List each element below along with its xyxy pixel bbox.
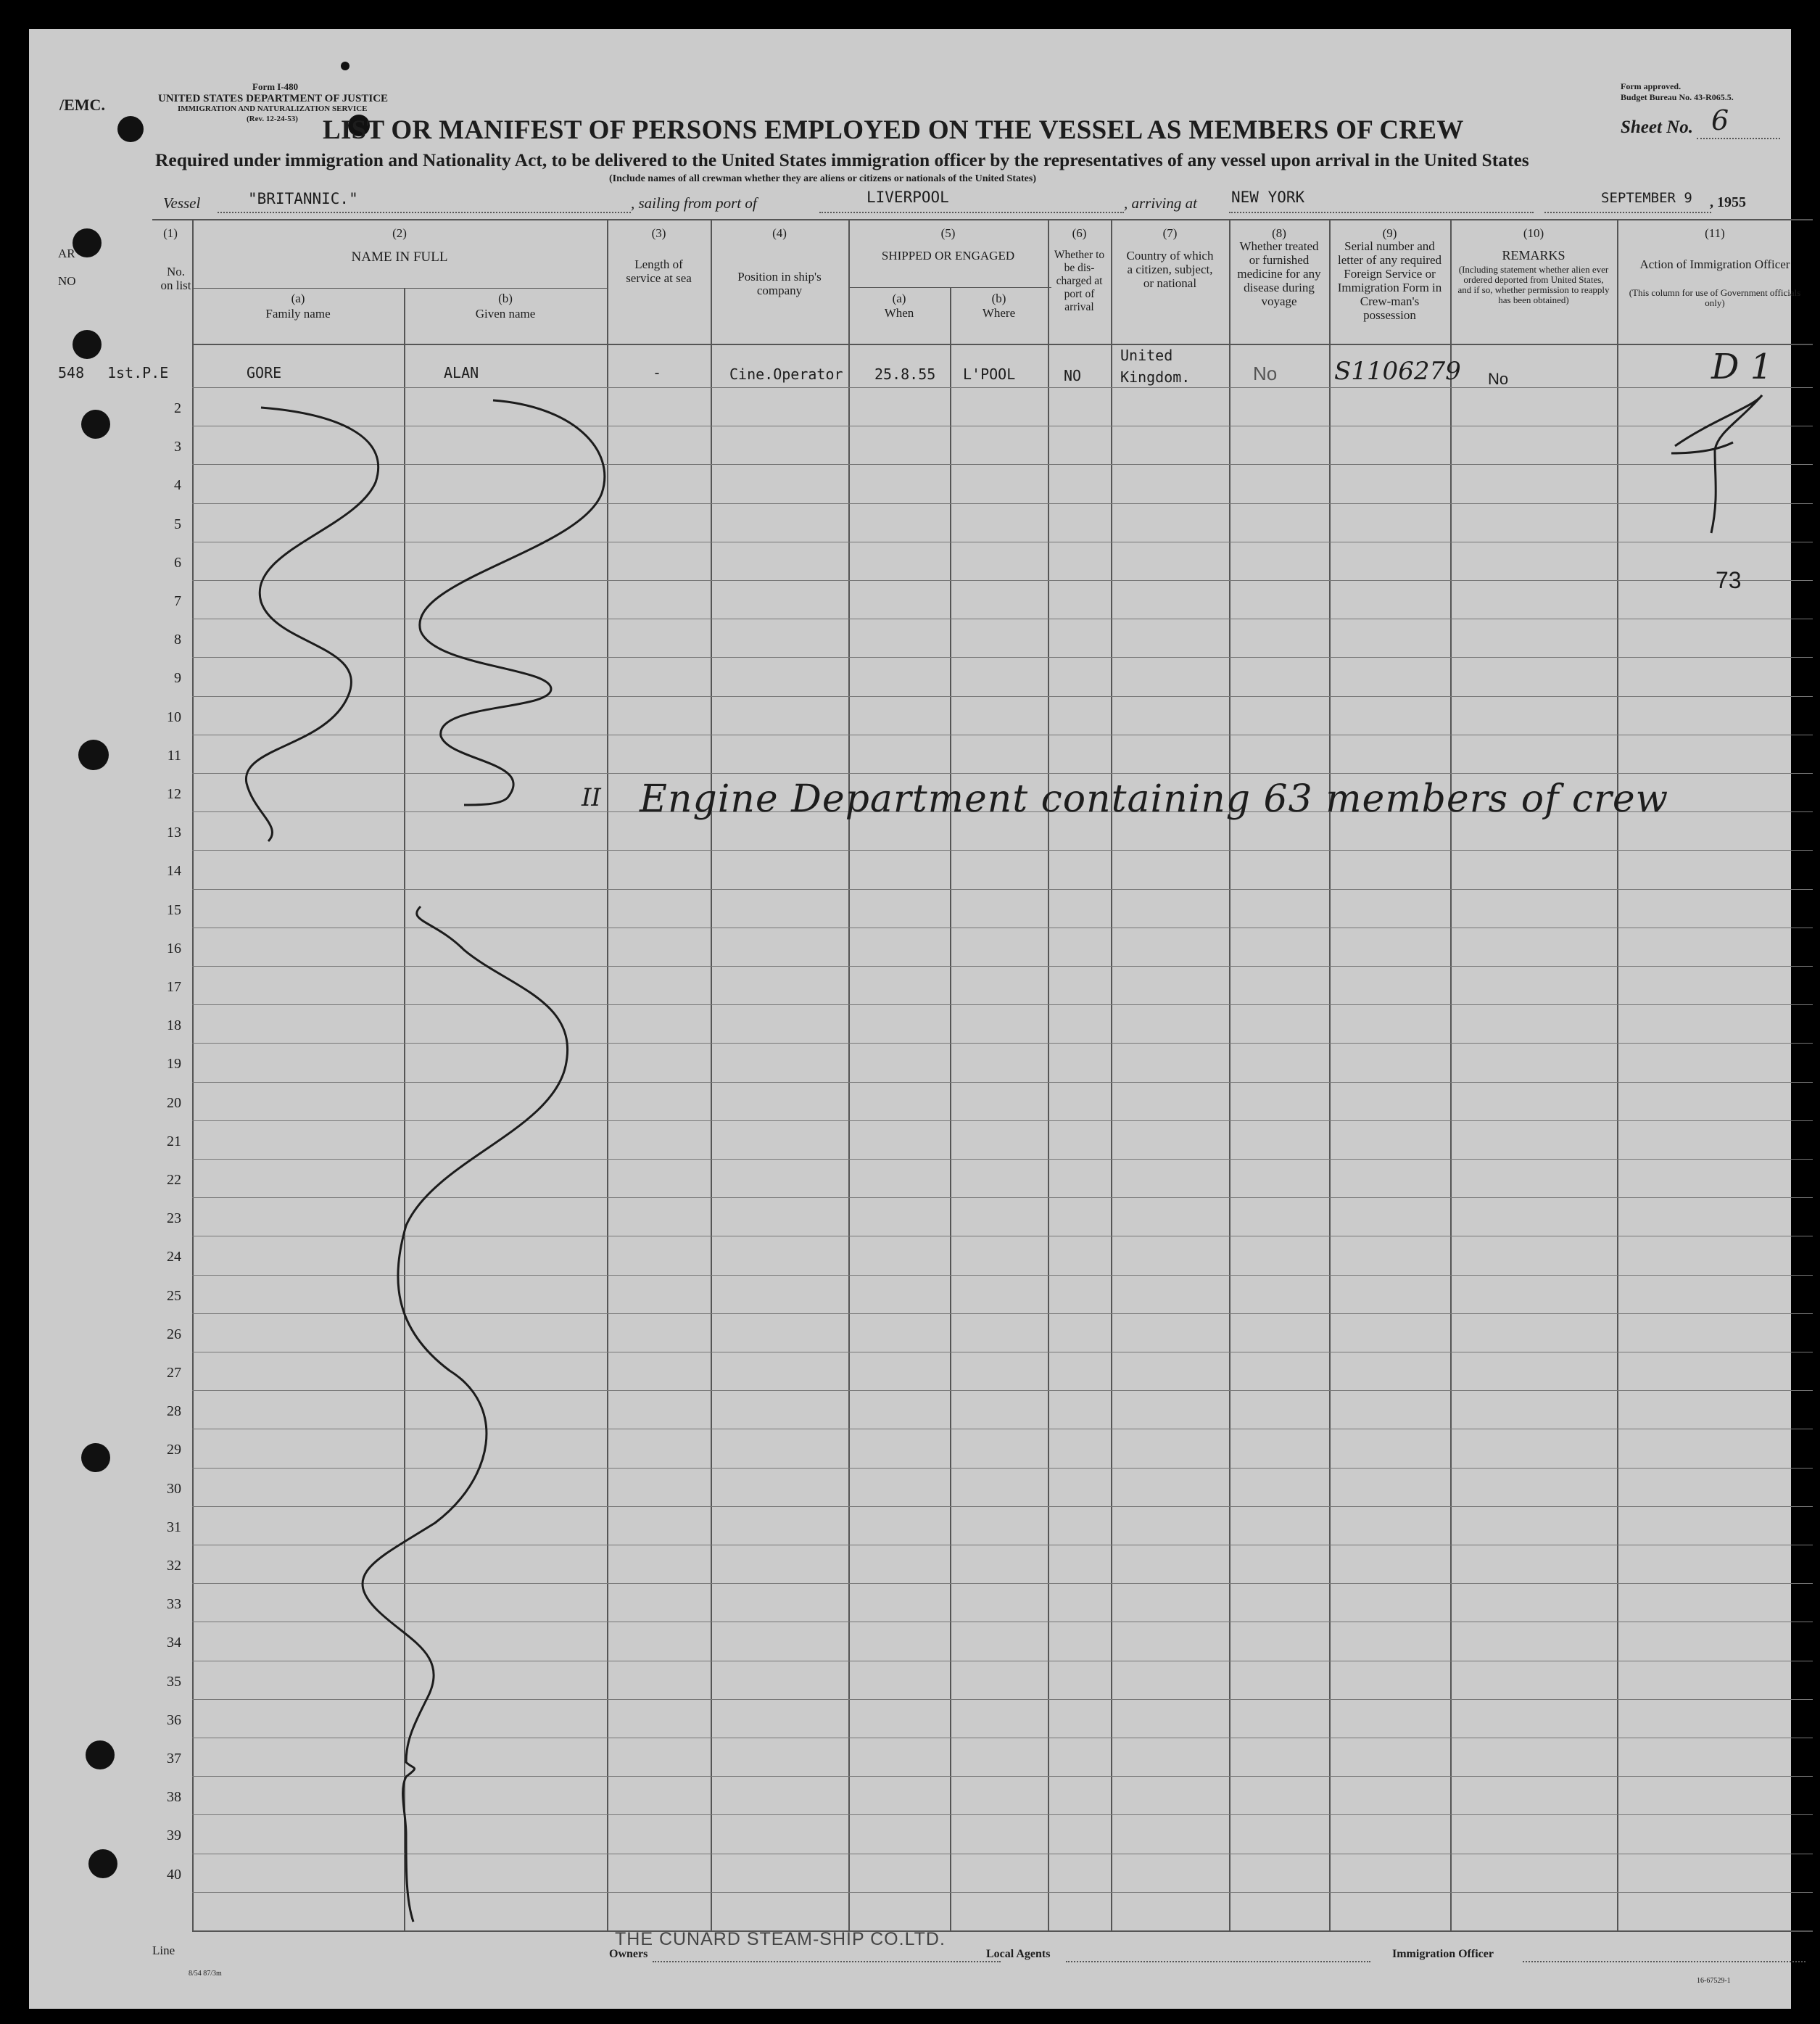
- departure-port: LIVERPOOL: [866, 189, 949, 206]
- col2b-number: (b): [498, 292, 513, 305]
- col11-label: Action of Immigration Officer: [1639, 257, 1790, 271]
- row-number: 32: [167, 1558, 181, 1574]
- row-number: 28: [167, 1403, 181, 1420]
- row-number: 34: [167, 1635, 181, 1651]
- officer-label: Immigration Officer: [1392, 1948, 1494, 1960]
- row-number: 22: [167, 1172, 181, 1188]
- row-number: 33: [167, 1596, 181, 1613]
- sailing-label: , sailing from port of: [631, 194, 757, 212]
- col4-label: Position in ship's company: [737, 270, 822, 297]
- row-number: 4: [174, 477, 181, 494]
- row-number: 16: [167, 940, 181, 957]
- row-number: 14: [167, 863, 181, 880]
- row-number: 17: [167, 979, 181, 995]
- discharged: NO: [1064, 367, 1082, 384]
- row-number: 31: [167, 1519, 181, 1535]
- vessel-label: Vessel: [163, 194, 201, 212]
- margin-label: NO: [58, 274, 76, 288]
- row-number: 19: [167, 1056, 181, 1073]
- col9-label: Serial number and letter of any required Foreign Service or Immigration Form in Crew-man's possession: [1337, 239, 1442, 322]
- col1-number: (1): [163, 226, 178, 240]
- row-number: 24: [167, 1249, 181, 1265]
- manifest-sheet: [29, 29, 1801, 2009]
- ditto-stroke-family: [246, 408, 378, 841]
- col6-label: Whether to be dis-charged at port of arrival: [1054, 249, 1105, 313]
- agents-blank: [1066, 1961, 1370, 1962]
- vessel-name: "BRITANNIC.": [248, 190, 358, 207]
- col5-number: (5): [940, 226, 956, 240]
- col2-number: (2): [392, 226, 407, 240]
- handwritten-strokes: [29, 29, 1791, 2009]
- row-number: 25: [167, 1287, 181, 1304]
- col2b-label: Given name: [475, 307, 536, 321]
- col5a-number: (a): [892, 292, 906, 305]
- row-number: 27: [167, 1365, 181, 1381]
- col5b-number: (b): [991, 292, 1006, 305]
- row-number: 18: [167, 1017, 181, 1034]
- owner-stamp: THE CUNARD STEAM-SHIP CO.LTD.: [615, 1929, 946, 1949]
- officer-action: D 1: [1711, 347, 1773, 387]
- entry-number: 1st.P.E: [107, 364, 169, 381]
- crew-count: 73: [1716, 567, 1742, 593]
- margin-label: AR: [58, 247, 75, 260]
- col1-label: No. on list: [160, 265, 191, 292]
- form-code: 8/54 87/3m: [189, 1970, 222, 1978]
- form-number: Form I-480: [252, 81, 299, 92]
- form-budget: Budget Bureau No. 43-R065.5.: [1621, 92, 1734, 102]
- row-number: 20: [167, 1094, 181, 1111]
- given-name: ALAN: [444, 364, 479, 381]
- service-length: -: [653, 364, 662, 381]
- col9-number: (9): [1382, 226, 1397, 240]
- col6-number: (6): [1072, 226, 1087, 240]
- row-number: 2: [174, 400, 181, 416]
- col10-number: (10): [1523, 226, 1544, 240]
- country-line2: Kingdom.: [1120, 368, 1191, 386]
- col8-label: Whether treated or furnished medicine for any disease during voyage: [1237, 239, 1321, 308]
- form-department: UNITED STATES DEPARTMENT OF JUSTICE: [158, 93, 389, 104]
- col2a-number: (a): [291, 292, 305, 305]
- entry-prefix: 548: [58, 364, 85, 381]
- col10-note: (Including statement whether alien ever ordered deported from United States, and if so, whether permission to reapply has been obtained): [1457, 264, 1610, 305]
- agents-label: Local Agents: [986, 1948, 1051, 1960]
- col11-note: (This column for use of Government officials only): [1629, 287, 1801, 308]
- row-number: 8: [174, 632, 181, 648]
- row-number: 36: [167, 1711, 181, 1728]
- engaged-where: L'POOL: [963, 365, 1016, 383]
- row-number: 15: [167, 901, 181, 918]
- col3-label: Length of service at sea: [626, 257, 692, 285]
- row-number: 5: [174, 516, 181, 532]
- row-number: 30: [167, 1480, 181, 1497]
- row-number: 35: [167, 1673, 181, 1690]
- page-note: (Include names of all crewman whether they are aliens or citizens or nationals of the United States): [609, 173, 1036, 184]
- col3-number: (3): [651, 226, 666, 240]
- owners-label: Owners: [609, 1948, 648, 1960]
- handwritten-note: Engine Department containing 63 members of crew: [640, 777, 1669, 821]
- remarks: No: [1488, 370, 1509, 388]
- col8-number: (8): [1272, 226, 1286, 240]
- check-mark-stroke: [1675, 395, 1762, 533]
- row-number: 11: [167, 747, 181, 764]
- ship-position: Cine.Operator: [729, 365, 843, 383]
- country-line1: United: [1120, 347, 1173, 364]
- medicine: No: [1253, 363, 1278, 384]
- row-number: 13: [167, 825, 181, 841]
- page-subtitle: Required under immigration and Nationality Act, to be delivered to the United States immigration officer by the representatives of any vessel upon arrival in the United States: [155, 149, 1529, 170]
- col4-number: (4): [772, 226, 787, 240]
- row-number: 38: [167, 1789, 181, 1806]
- sheet-label: Sheet No.: [1621, 117, 1693, 137]
- owners-blank: [653, 1961, 1001, 1962]
- row-number: 37: [167, 1751, 181, 1767]
- row-number: 23: [167, 1210, 181, 1227]
- family-name: GORE: [247, 364, 282, 381]
- col7-number: (7): [1162, 226, 1178, 240]
- row-number: 6: [174, 554, 181, 571]
- row-number: 21: [167, 1133, 181, 1149]
- arrival-date: SEPTEMBER 9: [1601, 190, 1692, 206]
- col5b-label: Where: [982, 306, 1016, 320]
- row-number: 10: [167, 709, 181, 725]
- arriving-label: , arriving at: [1124, 194, 1197, 212]
- col2a-label: Family name: [265, 307, 331, 321]
- officer-blank: [1523, 1961, 1805, 1962]
- col11-number: (11): [1705, 226, 1725, 240]
- row-number: 7: [174, 593, 181, 609]
- form-revision: (Rev. 12-24-53): [247, 115, 298, 123]
- arrival-year: , 1955: [1710, 194, 1746, 210]
- line-label: Line: [152, 1944, 175, 1957]
- col10-label: REMARKS: [1502, 248, 1565, 263]
- corner-note: /EMC.: [59, 96, 105, 114]
- serial-number: S1106279: [1334, 357, 1461, 386]
- row-number: 40: [167, 1866, 181, 1883]
- row-number: 39: [167, 1827, 181, 1844]
- row-number: 3: [174, 439, 181, 455]
- col7-label: Country of which a citizen, subject, or national: [1126, 249, 1214, 290]
- col2-label: NAME IN FULL: [351, 249, 448, 265]
- col5a-label: When: [884, 306, 914, 320]
- row-number: 12: [167, 786, 181, 802]
- sheet-number: 6: [1711, 104, 1729, 136]
- roman-numeral: II: [582, 783, 601, 812]
- col5-label: SHIPPED OR ENGAGED: [881, 249, 1015, 263]
- check-mark-stroke: [1671, 442, 1733, 453]
- ditto-stroke-given: [420, 400, 605, 805]
- form-service: IMMIGRATION AND NATURALIZATION SERVICE: [178, 104, 368, 113]
- row-number: 29: [167, 1442, 181, 1458]
- row-number: 9: [174, 670, 181, 687]
- arrival-port: NEW YORK: [1231, 189, 1305, 206]
- form-approval: Form approved.: [1621, 81, 1682, 91]
- row-number: 26: [167, 1326, 181, 1342]
- print-code: 16-67529-1: [1697, 1977, 1731, 1985]
- page-title: LIST OR MANIFEST OF PERSONS EMPLOYED ON THE VESSEL AS MEMBERS OF CREW: [323, 115, 1464, 145]
- engaged-when: 25.8.55: [874, 365, 936, 383]
- ditto-stroke-long: [363, 906, 568, 1922]
